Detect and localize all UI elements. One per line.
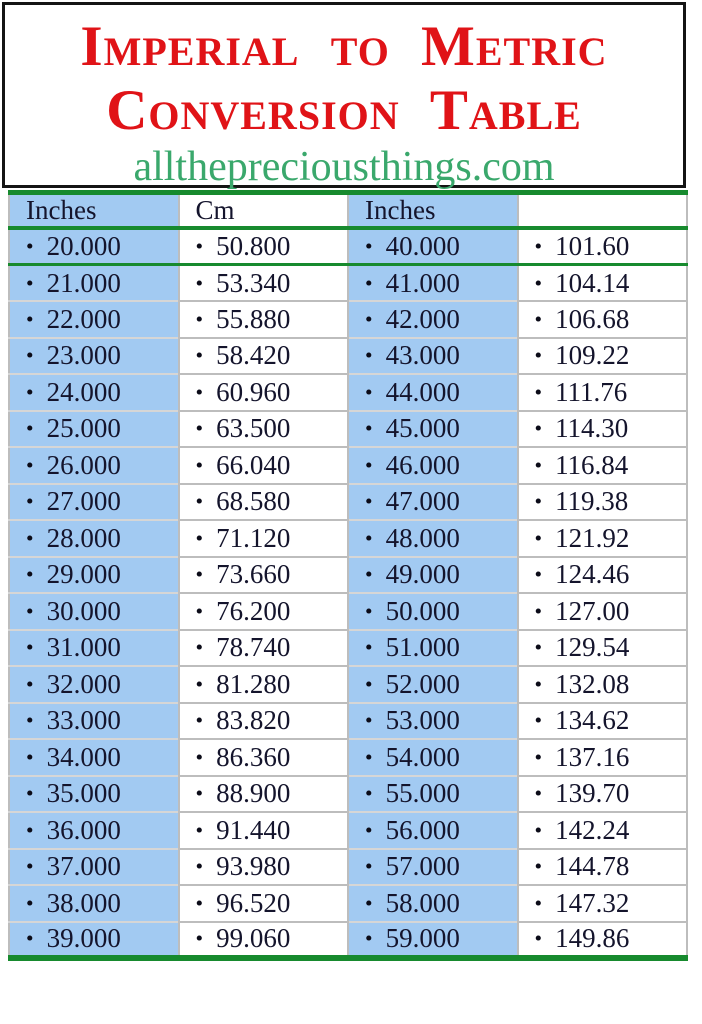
cell-value: 91.440 (216, 814, 291, 845)
cell-value: 32.000 (46, 668, 121, 699)
table-cell (179, 520, 349, 557)
table-cell (348, 228, 518, 265)
table-row (9, 484, 687, 521)
column-header-cm-2 (518, 193, 688, 229)
cell-value: 86.360 (216, 741, 291, 772)
cell-value: 46.000 (385, 449, 460, 480)
cell-value: 50.800 (216, 231, 291, 261)
table-cell (348, 703, 518, 740)
table-row (9, 812, 687, 849)
cell-value: 38.000 (46, 887, 121, 918)
bullet-icon: • (534, 489, 543, 514)
cell-value: 149.86 (555, 923, 630, 954)
bullet-icon: • (195, 416, 204, 441)
cell-value: 60.960 (216, 376, 291, 407)
table-row (9, 520, 687, 557)
cell-value: 36.000 (46, 814, 121, 845)
table-row (9, 228, 687, 265)
bullet-icon: • (195, 817, 204, 842)
bullet-icon: • (365, 270, 373, 295)
bullet-icon: • (26, 234, 34, 258)
table-cell (348, 484, 518, 521)
bullet-icon: • (195, 854, 204, 879)
bullet-icon: • (534, 234, 543, 258)
bullet-icon: • (195, 671, 204, 696)
table-cell (518, 885, 688, 922)
cell-value: 33.000 (46, 705, 121, 736)
cell-value: 29.000 (46, 559, 121, 590)
cell-value: 76.200 (216, 595, 291, 626)
table-cell (518, 447, 688, 484)
cell-value: 31.000 (46, 632, 121, 663)
cell-value: 111.76 (555, 376, 628, 407)
cell-value: 127.00 (555, 595, 630, 626)
bullet-icon: • (365, 671, 373, 696)
cell-value: 66.040 (216, 449, 291, 480)
table-cell (348, 812, 518, 849)
bullet-icon: • (365, 598, 373, 623)
table-cell (9, 484, 179, 521)
header-row (9, 193, 687, 229)
bullet-icon: • (534, 781, 543, 806)
cell-value: 28.000 (46, 522, 121, 553)
bullet-icon: • (534, 890, 543, 915)
cell-value: 137.16 (555, 741, 630, 772)
table-cell (179, 812, 349, 849)
table-cell (348, 739, 518, 776)
bullet-icon: • (534, 598, 543, 623)
bullet-icon: • (534, 270, 543, 295)
table-cell (179, 265, 349, 302)
bullet-icon: • (195, 708, 204, 733)
cell-value: 81.280 (216, 668, 291, 699)
cell-value: 55.880 (216, 303, 291, 334)
bullet-icon: • (26, 452, 34, 477)
table-cell (9, 593, 179, 630)
bullet-icon: • (195, 379, 204, 404)
bullet-icon: • (26, 416, 34, 441)
bullet-icon: • (195, 306, 204, 331)
table-cell (518, 557, 688, 594)
bullet-icon: • (195, 525, 204, 550)
bullet-icon: • (26, 489, 34, 514)
bullet-icon: • (534, 343, 543, 368)
cell-value: 58.000 (385, 887, 460, 918)
cell-value: 53.340 (216, 267, 291, 298)
column-header-inches-1: Inches (9, 193, 179, 229)
cell-value: 99.060 (216, 923, 291, 954)
table-cell (518, 228, 688, 265)
cell-value: 47.000 (385, 486, 460, 517)
bullet-icon: • (534, 817, 543, 842)
table-row (9, 374, 687, 411)
cell-value: 52.000 (385, 668, 460, 699)
cell-value: 24.000 (46, 376, 121, 407)
table-cell (518, 922, 688, 959)
bullet-icon: • (534, 635, 543, 660)
bullet-icon: • (26, 890, 34, 915)
cell-value: 25.000 (46, 413, 121, 444)
bullet-icon: • (365, 234, 373, 258)
cell-value: 88.900 (216, 778, 291, 809)
table-cell (9, 557, 179, 594)
bullet-icon: • (534, 708, 543, 733)
cell-value: 37.000 (46, 851, 121, 882)
table-cell (179, 557, 349, 594)
cell-value: 73.660 (216, 559, 291, 590)
cell-value: 83.820 (216, 705, 291, 736)
bullet-icon: • (26, 525, 34, 550)
table-cell (9, 703, 179, 740)
website-text: allthepreciousthings.com (133, 144, 555, 190)
table-cell (518, 666, 688, 703)
table-cell (179, 374, 349, 411)
bullet-icon: • (365, 890, 373, 915)
bullet-icon: • (365, 926, 373, 951)
bullet-icon: • (26, 270, 34, 295)
bullet-icon: • (26, 926, 34, 951)
bullet-icon: • (365, 854, 373, 879)
table-row (9, 703, 687, 740)
cell-value: 119.38 (555, 486, 629, 517)
cell-value: 68.580 (216, 486, 291, 517)
table-cell (179, 739, 349, 776)
table-cell (348, 593, 518, 630)
cell-value: 23.000 (46, 340, 121, 371)
table-cell (348, 411, 518, 448)
cell-value: 121.92 (555, 522, 630, 553)
table-cell (518, 849, 688, 886)
cell-value: 53.000 (385, 705, 460, 736)
bullet-icon: • (195, 452, 204, 477)
bullet-icon: • (534, 671, 543, 696)
cell-value: 144.78 (555, 851, 630, 882)
cell-value: 129.54 (555, 632, 630, 663)
table-header (9, 193, 687, 229)
bullet-icon: • (365, 452, 373, 477)
bullet-icon: • (195, 890, 204, 915)
table-cell (348, 849, 518, 886)
table-row (9, 849, 687, 886)
table-cell (179, 338, 349, 375)
table-cell (179, 228, 349, 265)
table-cell (179, 484, 349, 521)
table-cell (9, 374, 179, 411)
table-cell (9, 922, 179, 959)
cell-value: 43.000 (385, 340, 460, 371)
bullet-icon: • (365, 817, 373, 842)
bullet-icon: • (195, 234, 204, 258)
table-cell (9, 885, 179, 922)
table-cell (9, 228, 179, 265)
bullet-icon: • (365, 781, 373, 806)
table-row (9, 593, 687, 630)
cell-value: 54.000 (385, 741, 460, 772)
cell-value: 27.000 (46, 486, 121, 517)
table-cell (348, 922, 518, 959)
bullet-icon: • (26, 306, 34, 331)
title-box (2, 2, 686, 188)
bullet-icon: • (534, 416, 543, 441)
table-cell (518, 520, 688, 557)
table-row (9, 630, 687, 667)
column-header-inches-2: Inches (348, 193, 518, 229)
bullet-icon: • (365, 416, 373, 441)
bullet-icon: • (26, 708, 34, 733)
cell-value: 40.000 (385, 231, 460, 261)
table-cell (518, 374, 688, 411)
bullet-icon: • (365, 708, 373, 733)
bullet-icon: • (26, 671, 34, 696)
table-cell (348, 557, 518, 594)
table-cell (9, 849, 179, 886)
cell-value: 21.000 (46, 267, 121, 298)
cell-value: 39.000 (46, 923, 121, 954)
bullet-icon: • (534, 379, 543, 404)
cell-value: 114.30 (555, 413, 629, 444)
bullet-icon: • (365, 635, 373, 660)
table-cell (518, 265, 688, 302)
bullet-icon: • (534, 525, 543, 550)
table-cell (179, 301, 349, 338)
table-cell (518, 739, 688, 776)
cell-value: 124.46 (555, 559, 630, 590)
cell-value: 101.60 (555, 231, 630, 261)
cell-value: 42.000 (385, 303, 460, 334)
table-cell (348, 374, 518, 411)
table-row (9, 557, 687, 594)
table-cell (348, 301, 518, 338)
table-cell (518, 484, 688, 521)
cell-value: 45.000 (385, 413, 460, 444)
bullet-icon: • (365, 562, 373, 587)
cell-value: 71.120 (216, 522, 291, 553)
cell-value: 134.62 (555, 705, 630, 736)
table-row (9, 447, 687, 484)
cell-value: 106.68 (555, 303, 630, 334)
cell-value: 78.740 (216, 632, 291, 663)
cell-value: 132.08 (555, 668, 630, 699)
table-cell (348, 630, 518, 667)
bullet-icon: • (195, 562, 204, 587)
table-cell (179, 630, 349, 667)
bullet-icon: • (26, 598, 34, 623)
cell-value: 41.000 (385, 267, 460, 298)
table-cell (9, 265, 179, 302)
table-row (9, 885, 687, 922)
bullet-icon: • (26, 343, 34, 368)
table-cell (518, 776, 688, 813)
table-row (9, 666, 687, 703)
table-cell (348, 338, 518, 375)
cell-value: 30.000 (46, 595, 121, 626)
bullet-icon: • (195, 926, 204, 951)
table-cell (9, 447, 179, 484)
table-cell (179, 447, 349, 484)
table-cell (179, 885, 349, 922)
bullet-icon: • (195, 598, 204, 623)
cell-value: 55.000 (385, 778, 460, 809)
table-cell (179, 776, 349, 813)
bullet-icon: • (195, 744, 204, 769)
table-cell (9, 630, 179, 667)
cell-value: 139.70 (555, 778, 630, 809)
cell-value: 93.980 (216, 851, 291, 882)
bullet-icon: • (534, 744, 543, 769)
cell-value: 35.000 (46, 778, 121, 809)
page-title-line-1: Imperial to Metric (80, 15, 608, 78)
bullet-icon: • (26, 379, 34, 404)
bullet-icon: • (365, 379, 373, 404)
table-cell (348, 776, 518, 813)
cell-value: 51.000 (385, 632, 460, 663)
bullet-icon: • (365, 744, 373, 769)
cell-value: 56.000 (385, 814, 460, 845)
table-row (9, 922, 687, 959)
bullet-icon: • (195, 270, 204, 295)
bullet-icon: • (26, 854, 34, 879)
table-row (9, 411, 687, 448)
bullet-icon: • (195, 489, 204, 514)
bullet-icon: • (365, 306, 373, 331)
table-cell (9, 520, 179, 557)
cell-value: 142.24 (555, 814, 630, 845)
table-cell (179, 922, 349, 959)
table-cell (518, 703, 688, 740)
cell-value: 59.000 (385, 923, 460, 954)
table-cell (348, 265, 518, 302)
table-cell (518, 630, 688, 667)
bullet-icon: • (534, 452, 543, 477)
table-cell (348, 885, 518, 922)
table-cell (179, 666, 349, 703)
table-cell (179, 703, 349, 740)
cell-value: 104.14 (555, 267, 630, 298)
table-cell (518, 338, 688, 375)
table-cell (348, 447, 518, 484)
table-cell (9, 812, 179, 849)
bullet-icon: • (195, 343, 204, 368)
table-cell (9, 301, 179, 338)
table-row (9, 338, 687, 375)
table-cell (9, 666, 179, 703)
table-row (9, 776, 687, 813)
bullet-icon: • (534, 562, 543, 587)
bullet-icon: • (365, 525, 373, 550)
table-cell (348, 666, 518, 703)
cell-value: 96.520 (216, 887, 291, 918)
bullet-icon: • (195, 781, 204, 806)
table-cell (9, 739, 179, 776)
table-row (9, 301, 687, 338)
bullet-icon: • (365, 343, 373, 368)
cell-value: 63.500 (216, 413, 291, 444)
table-cell (518, 411, 688, 448)
table-cell (179, 411, 349, 448)
cell-value: 109.22 (555, 340, 630, 371)
cell-value: 49.000 (385, 559, 460, 590)
bullet-icon: • (534, 306, 543, 331)
page-title-line-2: Conversion Table (106, 79, 582, 142)
table-cell (518, 301, 688, 338)
cell-value: 34.000 (46, 741, 121, 772)
cell-value: 48.000 (385, 522, 460, 553)
bullet-icon: • (365, 489, 373, 514)
cell-value: 44.000 (385, 376, 460, 407)
bullet-icon: • (26, 817, 34, 842)
table-cell (518, 812, 688, 849)
table-body (9, 228, 687, 958)
cell-value: 147.32 (555, 887, 630, 918)
cell-value: 58.420 (216, 340, 291, 371)
table-cell (9, 776, 179, 813)
cell-value: 26.000 (46, 449, 121, 480)
cell-value: 50.000 (385, 595, 460, 626)
table-row (9, 739, 687, 776)
bullet-icon: • (26, 562, 34, 587)
bullet-icon: • (534, 926, 543, 951)
column-header-cm-1: Cm (179, 193, 349, 229)
bullet-icon: • (26, 635, 34, 660)
cell-value: 22.000 (46, 303, 121, 334)
table-cell (348, 520, 518, 557)
conversion-table (8, 190, 688, 961)
table-row (9, 265, 687, 302)
bullet-icon: • (26, 781, 34, 806)
table-cell (9, 338, 179, 375)
cell-value: 20.000 (46, 231, 121, 261)
bullet-icon: • (195, 635, 204, 660)
table-cell (179, 849, 349, 886)
bullet-icon: • (534, 854, 543, 879)
table-cell (9, 411, 179, 448)
table-cell (179, 593, 349, 630)
bullet-icon: • (26, 744, 34, 769)
table-cell (518, 593, 688, 630)
cell-value: 57.000 (385, 851, 460, 882)
cell-value: 116.84 (555, 449, 629, 480)
